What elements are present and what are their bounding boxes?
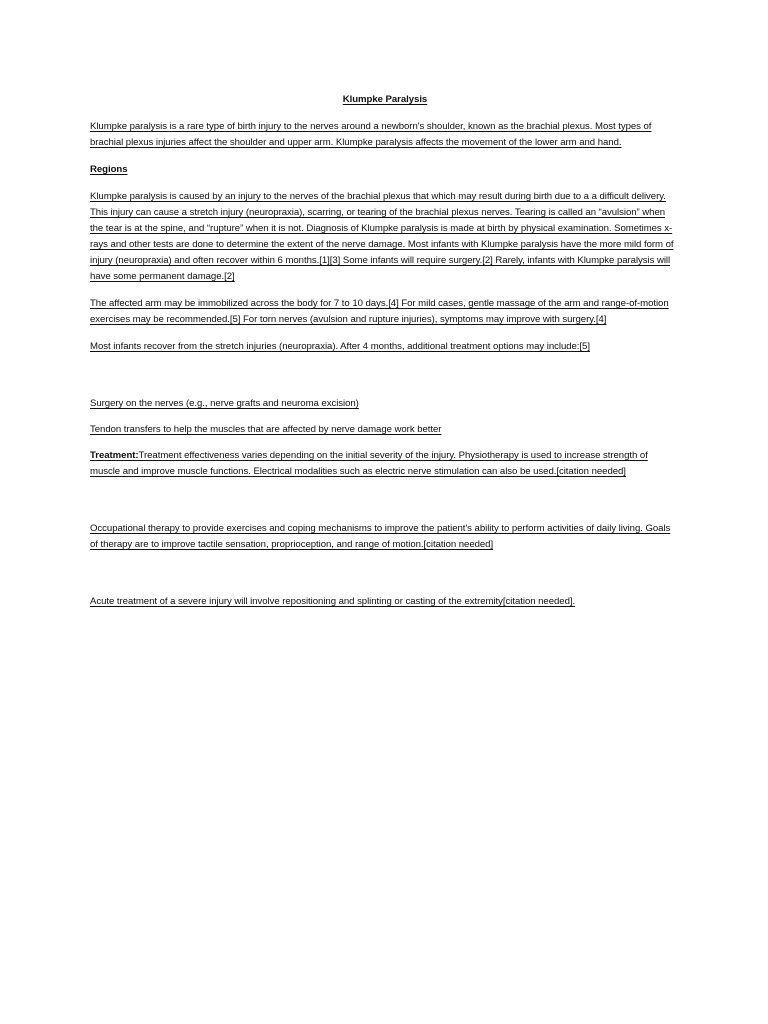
treatment-paragraph <box>90 448 680 480</box>
surgery-paragraph: Surgery on the nerves (e.g., nerve grafts and neuroma excision) <box>90 398 359 409</box>
recover-paragraph: Most infants recover from the stretch injuries (neuropraxia). After 4 months, additional treatment options may include:[5] <box>90 341 590 352</box>
document-page <box>90 92 680 610</box>
regions-heading: Regions <box>90 164 128 175</box>
regions-paragraph: Klumpke paralysis is caused by an injury to the nerves of the brachial plexus that which may result during birth due to a a difficult delivery. This injury can cause a stretch injury (neuropraxia), scarring, or tearing of the brachial plexus nerves. Tearing is called an “avulsion” when the tear is at the spine, and “rupture” when it is not. Diagnosis of Klumpke paralysis is made at birth by physical examination. Sometimes x-rays and other tests are done to determine the extent of the nerve damage. Most infants with Klumpke paralysis have the more mild form of injury (neuropraxia) and often recover within 6 months.[1][3] Some infants will require surgery.[2] Rarely, infants with Klumpke paralysis will have some permanent damage.[2] <box>90 191 674 282</box>
treatment-text: Treatment effectiveness varies depending on the initial severity of the injury. Physiotherapy is used to increase strength of muscle and improve muscle functions. Electrical modalities such as electric nerve stimulation can also be used.[citation needed] <box>90 450 648 477</box>
document-title: Klumpke Paralysis <box>342 94 428 105</box>
intro-paragraph: Klumpke paralysis is a rare type of birth injury to the nerves around a newborn's shoulder, known as the brachial plexus. Most types of brachial plexus injuries affect the shoulder and upper arm. Klumpke paralysis affects the movement of the lower arm and hand. <box>90 121 652 148</box>
tendon-paragraph: Tendon transfers to help the muscles that are affected by nerve damage work better <box>90 424 442 435</box>
acute-paragraph: Acute treatment of a severe injury will involve repositioning and splinting or casting of the extremity[citation needed]. <box>90 596 576 607</box>
occupational-paragraph: Occupational therapy to provide exercises and coping mechanisms to improve the patient's ability to perform activities of daily living. Goals of therapy are to improve tactile sensation, proprioception, and range of motion.[citation needed] <box>90 523 671 550</box>
immobilize-paragraph: The affected arm may be immobilized across the body for 7 to 10 days.[4] For mild cases, gentle massage of the arm and range-of-motion exercises may be recommended.[5] For torn nerves (avulsion and rupture injuries), symptoms may improve with surgery.[4] <box>90 298 669 325</box>
treatment-label: Treatment: <box>90 450 139 461</box>
